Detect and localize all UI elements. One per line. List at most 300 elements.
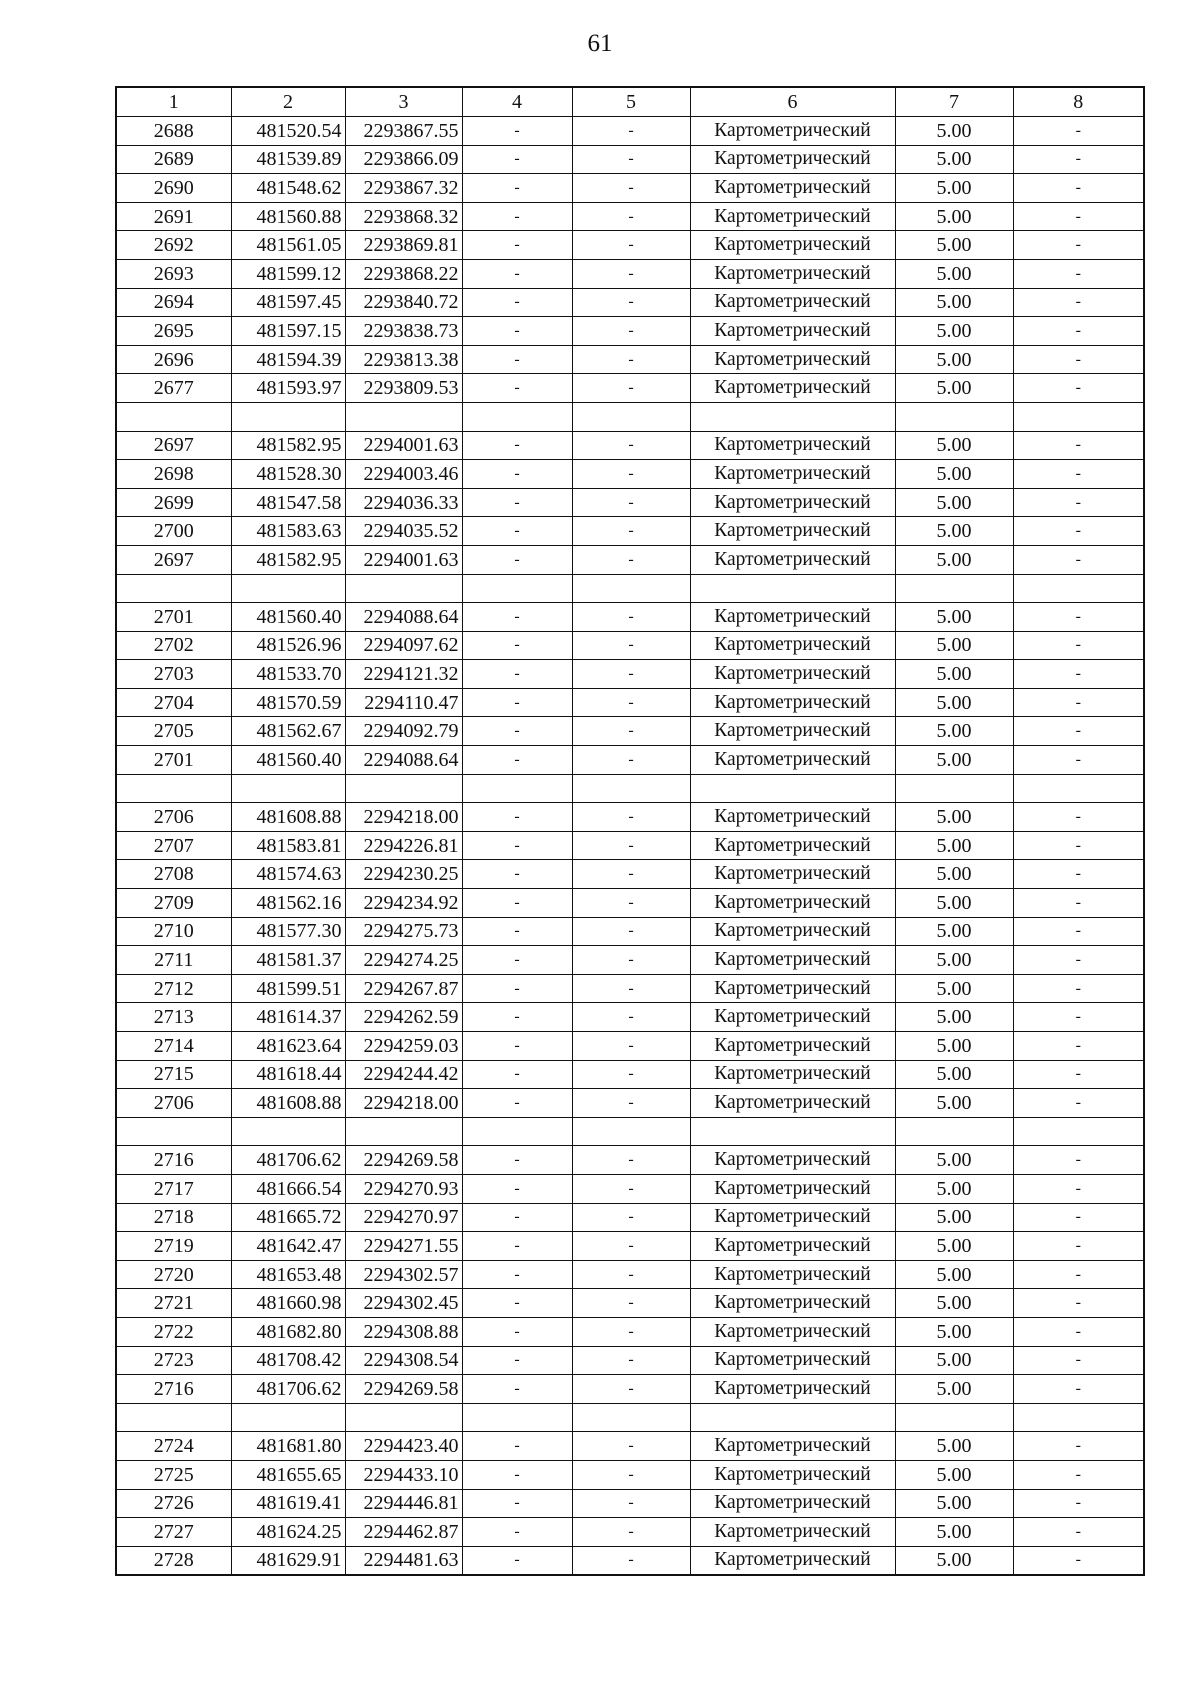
cell-col-5 [572,574,690,603]
cell-point-number: 2717 [116,1174,231,1203]
cell-col-5: - [572,1203,690,1232]
cell-accuracy: 5.00 [895,1089,1013,1118]
cell-y-coordinate: 2294218.00 [345,803,462,832]
cell-point-number: 2693 [116,259,231,288]
cell-method: Картометрический [690,1375,895,1404]
cell-y-coordinate: 2294226.81 [345,831,462,860]
cell-y-coordinate: 2293868.32 [345,202,462,231]
cell-col-8: - [1013,1460,1144,1489]
cell-x-coordinate: 481520.54 [231,117,345,146]
cell-x-coordinate: 481623.64 [231,1032,345,1061]
cell-method: Картометрический [690,717,895,746]
cell-method: Картометрический [690,1032,895,1061]
cell-point-number: 2707 [116,831,231,860]
table-row [116,1146,1144,1175]
table-row [116,231,1144,260]
cell-point-number: 2715 [116,1060,231,1089]
cell-method: Картометрический [690,259,895,288]
cell-col-5: - [572,1460,690,1489]
cell-y-coordinate: 2294092.79 [345,717,462,746]
cell-point-number [116,1117,231,1146]
cell-col-8: - [1013,1089,1144,1118]
cell-col-5: - [572,231,690,260]
table-row [116,1032,1144,1061]
cell-x-coordinate: 481583.63 [231,517,345,546]
cell-col-4: - [462,517,572,546]
cell-point-number: 2696 [116,345,231,374]
cell-col-4: - [462,974,572,1003]
cell-col-5: - [572,1489,690,1518]
cell-method: Картометрический [690,117,895,146]
column-header-6: 6 [690,87,895,117]
cell-method: Картометрический [690,974,895,1003]
table-row [116,174,1144,203]
cell-col-4 [462,402,572,431]
cell-point-number [116,1403,231,1432]
cell-x-coordinate: 481548.62 [231,174,345,203]
coordinates-table [115,86,1145,1576]
cell-x-coordinate: 481660.98 [231,1289,345,1318]
cell-x-coordinate: 481533.70 [231,660,345,689]
cell-point-number: 2698 [116,460,231,489]
cell-x-coordinate: 481708.42 [231,1346,345,1375]
cell-method: Картометрический [690,288,895,317]
cell-col-5: - [572,1432,690,1461]
cell-col-4: - [462,145,572,174]
cell-x-coordinate [231,774,345,803]
cell-col-5: - [572,1060,690,1089]
cell-x-coordinate: 481593.97 [231,374,345,403]
cell-col-4: - [462,831,572,860]
cell-point-number: 2725 [116,1460,231,1489]
cell-x-coordinate: 481582.95 [231,431,345,460]
cell-point-number: 2706 [116,803,231,832]
cell-point-number [116,402,231,431]
cell-x-coordinate: 481528.30 [231,460,345,489]
cell-x-coordinate: 481560.88 [231,202,345,231]
cell-y-coordinate: 2294259.03 [345,1032,462,1061]
cell-point-number: 2722 [116,1317,231,1346]
table-row [116,1432,1144,1461]
cell-col-5: - [572,889,690,918]
cell-method: Картометрический [690,1060,895,1089]
cell-col-8: - [1013,889,1144,918]
cell-method: Картометрический [690,517,895,546]
cell-method: Картометрический [690,946,895,975]
cell-method: Картометрический [690,631,895,660]
cell-col-8: - [1013,1260,1144,1289]
cell-col-4: - [462,1432,572,1461]
cell-method: Картометрический [690,174,895,203]
cell-col-4: - [462,660,572,689]
cell-point-number: 2697 [116,545,231,574]
cell-point-number: 2697 [116,431,231,460]
cell-accuracy: 5.00 [895,1489,1013,1518]
cell-col-8: - [1013,317,1144,346]
cell-method: Картометрический [690,374,895,403]
separator-row [116,402,1144,431]
cell-col-4: - [462,1203,572,1232]
cell-col-8: - [1013,1546,1144,1575]
cell-col-4: - [462,1460,572,1489]
cell-col-5: - [572,174,690,203]
cell-col-8: - [1013,545,1144,574]
cell-method: Картометрический [690,345,895,374]
cell-col-8: - [1013,660,1144,689]
cell-accuracy [895,1403,1013,1432]
cell-col-8: - [1013,974,1144,1003]
cell-col-5: - [572,145,690,174]
cell-point-number: 2713 [116,1003,231,1032]
cell-col-5: - [572,460,690,489]
cell-col-4: - [462,288,572,317]
cell-col-8 [1013,774,1144,803]
cell-x-coordinate: 481560.40 [231,746,345,775]
cell-col-8: - [1013,488,1144,517]
cell-accuracy: 5.00 [895,631,1013,660]
cell-col-5: - [572,488,690,517]
cell-point-number: 2690 [116,174,231,203]
cell-method: Картометрический [690,1518,895,1547]
cell-col-4: - [462,545,572,574]
cell-y-coordinate [345,402,462,431]
cell-accuracy: 5.00 [895,1289,1013,1318]
cell-point-number: 2703 [116,660,231,689]
cell-method: Картометрический [690,1317,895,1346]
cell-method: Картометрический [690,231,895,260]
cell-point-number: 2704 [116,688,231,717]
cell-accuracy: 5.00 [895,1232,1013,1261]
table-row [116,460,1144,489]
cell-y-coordinate: 2294001.63 [345,431,462,460]
cell-col-4: - [462,860,572,889]
cell-col-8: - [1013,688,1144,717]
table-row [116,145,1144,174]
cell-col-5: - [572,517,690,546]
cell-col-5: - [572,431,690,460]
separator-row [116,1403,1144,1432]
cell-point-number: 2699 [116,488,231,517]
cell-point-number: 2691 [116,202,231,231]
cell-y-coordinate: 2293868.22 [345,259,462,288]
cell-col-8: - [1013,145,1144,174]
cell-col-8: - [1013,259,1144,288]
table-row [116,889,1144,918]
cell-method [690,574,895,603]
cell-accuracy: 5.00 [895,1060,1013,1089]
cell-col-4: - [462,1489,572,1518]
cell-y-coordinate: 2294262.59 [345,1003,462,1032]
cell-method: Картометрический [690,603,895,632]
cell-y-coordinate [345,1403,462,1432]
cell-accuracy: 5.00 [895,1432,1013,1461]
cell-method: Картометрический [690,1260,895,1289]
cell-y-coordinate: 2294088.64 [345,746,462,775]
cell-method: Картометрический [690,202,895,231]
cell-y-coordinate: 2294088.64 [345,603,462,632]
cell-y-coordinate: 2294110.47 [345,688,462,717]
cell-col-8: - [1013,917,1144,946]
cell-point-number: 2694 [116,288,231,317]
cell-accuracy: 5.00 [895,117,1013,146]
cell-col-8: - [1013,231,1144,260]
cell-col-4: - [462,746,572,775]
table-row [116,431,1144,460]
cell-col-5: - [572,1346,690,1375]
cell-col-5: - [572,1546,690,1575]
cell-point-number: 2720 [116,1260,231,1289]
cell-y-coordinate: 2293840.72 [345,288,462,317]
cell-col-4: - [462,1060,572,1089]
cell-col-4: - [462,631,572,660]
cell-col-4: - [462,374,572,403]
table-row [116,1518,1144,1547]
table-row [116,1260,1144,1289]
table-row [116,202,1144,231]
cell-col-4: - [462,202,572,231]
table-body [116,87,1144,1575]
cell-accuracy: 5.00 [895,460,1013,489]
table-row [116,917,1144,946]
cell-y-coordinate: 2293866.09 [345,145,462,174]
cell-col-4: - [462,1260,572,1289]
cell-accuracy: 5.00 [895,660,1013,689]
cell-col-4: - [462,259,572,288]
cell-x-coordinate: 481562.67 [231,717,345,746]
table-row [116,1060,1144,1089]
cell-col-4: - [462,889,572,918]
cell-accuracy: 5.00 [895,803,1013,832]
cell-col-5: - [572,1174,690,1203]
cell-method: Картометрический [690,1232,895,1261]
cell-point-number: 2695 [116,317,231,346]
cell-col-8: - [1013,288,1144,317]
table-row [116,1317,1144,1346]
cell-col-4 [462,1403,572,1432]
cell-col-4: - [462,946,572,975]
cell-x-coordinate: 481577.30 [231,917,345,946]
cell-x-coordinate: 481706.62 [231,1375,345,1404]
cell-method: Картометрический [690,831,895,860]
cell-method: Картометрический [690,460,895,489]
cell-accuracy: 5.00 [895,746,1013,775]
column-header-7: 7 [895,87,1013,117]
cell-method: Картометрический [690,1546,895,1575]
cell-col-8: - [1013,1060,1144,1089]
cell-x-coordinate: 481614.37 [231,1003,345,1032]
cell-x-coordinate: 481642.47 [231,1232,345,1261]
cell-col-5: - [572,1260,690,1289]
cell-method: Картометрический [690,1289,895,1318]
column-header-3: 3 [345,87,462,117]
table-row [116,631,1144,660]
cell-x-coordinate [231,1403,345,1432]
cell-y-coordinate: 2293838.73 [345,317,462,346]
cell-point-number: 2688 [116,117,231,146]
cell-col-5: - [572,317,690,346]
cell-col-4: - [462,174,572,203]
cell-col-5: - [572,202,690,231]
cell-col-4: - [462,717,572,746]
cell-y-coordinate: 2293867.32 [345,174,462,203]
cell-y-coordinate [345,774,462,803]
cell-x-coordinate: 481629.91 [231,1546,345,1575]
cell-accuracy: 5.00 [895,1346,1013,1375]
cell-col-5: - [572,603,690,632]
cell-point-number: 2724 [116,1432,231,1461]
cell-y-coordinate: 2294462.87 [345,1518,462,1547]
cell-point-number: 2712 [116,974,231,1003]
cell-y-coordinate: 2294423.40 [345,1432,462,1461]
cell-x-coordinate: 481706.62 [231,1146,345,1175]
cell-col-8: - [1013,631,1144,660]
cell-col-8: - [1013,603,1144,632]
cell-x-coordinate: 481624.25 [231,1518,345,1547]
cell-col-4: - [462,1146,572,1175]
table-row [116,831,1144,860]
table-row [116,1203,1144,1232]
cell-accuracy: 5.00 [895,545,1013,574]
cell-col-8: - [1013,174,1144,203]
cell-x-coordinate: 481666.54 [231,1174,345,1203]
cell-accuracy: 5.00 [895,1032,1013,1061]
table-row [116,488,1144,517]
table-row [116,1289,1144,1318]
cell-x-coordinate: 481547.58 [231,488,345,517]
cell-col-8: - [1013,1489,1144,1518]
cell-x-coordinate: 481608.88 [231,803,345,832]
table-row [116,1003,1144,1032]
cell-y-coordinate: 2294121.32 [345,660,462,689]
table-row [116,288,1144,317]
cell-accuracy [895,1117,1013,1146]
cell-method [690,1403,895,1432]
cell-x-coordinate: 481597.45 [231,288,345,317]
cell-method: Картометрический [690,1146,895,1175]
cell-col-4: - [462,1232,572,1261]
column-header-4: 4 [462,87,572,117]
cell-accuracy: 5.00 [895,603,1013,632]
cell-col-5: - [572,288,690,317]
cell-accuracy: 5.00 [895,860,1013,889]
cell-y-coordinate [345,574,462,603]
cell-method: Картометрический [690,1174,895,1203]
cell-point-number: 2677 [116,374,231,403]
column-header-8: 8 [1013,87,1144,117]
cell-col-5: - [572,117,690,146]
cell-y-coordinate: 2294270.97 [345,1203,462,1232]
cell-point-number: 2689 [116,145,231,174]
cell-col-4 [462,574,572,603]
cell-col-5: - [572,746,690,775]
cell-col-4: - [462,1546,572,1575]
cell-method: Картометрический [690,1089,895,1118]
cell-y-coordinate: 2294274.25 [345,946,462,975]
cell-col-5: - [572,1232,690,1261]
cell-y-coordinate: 2294218.00 [345,1089,462,1118]
cell-col-4: - [462,431,572,460]
table-row [116,803,1144,832]
cell-accuracy: 5.00 [895,431,1013,460]
cell-col-4: - [462,231,572,260]
cell-y-coordinate: 2294001.63 [345,545,462,574]
cell-col-5 [572,1117,690,1146]
cell-accuracy: 5.00 [895,1460,1013,1489]
cell-point-number: 2714 [116,1032,231,1061]
cell-col-8: - [1013,1032,1144,1061]
cell-accuracy: 5.00 [895,345,1013,374]
cell-point-number: 2700 [116,517,231,546]
cell-point-number: 2728 [116,1546,231,1575]
cell-accuracy: 5.00 [895,488,1013,517]
cell-point-number: 2702 [116,631,231,660]
cell-col-5: - [572,660,690,689]
cell-accuracy: 5.00 [895,688,1013,717]
cell-col-4: - [462,117,572,146]
table-row [116,1375,1144,1404]
cell-x-coordinate: 481653.48 [231,1260,345,1289]
cell-col-4: - [462,1317,572,1346]
cell-point-number [116,574,231,603]
cell-col-4: - [462,317,572,346]
cell-accuracy: 5.00 [895,517,1013,546]
cell-x-coordinate: 481608.88 [231,1089,345,1118]
cell-col-5: - [572,1518,690,1547]
cell-col-8: - [1013,117,1144,146]
cell-col-8: - [1013,517,1144,546]
cell-col-5: - [572,974,690,1003]
cell-x-coordinate: 481682.80 [231,1317,345,1346]
table-row [116,1460,1144,1489]
table-row [116,374,1144,403]
cell-point-number: 2721 [116,1289,231,1318]
cell-point-number: 2716 [116,1146,231,1175]
cell-accuracy [895,402,1013,431]
cell-accuracy: 5.00 [895,946,1013,975]
cell-col-8: - [1013,803,1144,832]
cell-col-5: - [572,860,690,889]
cell-col-8: - [1013,860,1144,889]
cell-x-coordinate: 481539.89 [231,145,345,174]
cell-col-4: - [462,688,572,717]
cell-x-coordinate: 481597.15 [231,317,345,346]
cell-col-8: - [1013,746,1144,775]
table-row [116,1232,1144,1261]
cell-x-coordinate [231,574,345,603]
cell-col-8: - [1013,1289,1144,1318]
cell-method: Картометрический [690,746,895,775]
cell-x-coordinate [231,1117,345,1146]
cell-method: Картометрический [690,803,895,832]
cell-col-4: - [462,1089,572,1118]
column-header-5: 5 [572,87,690,117]
cell-col-8: - [1013,1317,1144,1346]
cell-accuracy: 5.00 [895,202,1013,231]
cell-method: Картометрический [690,1346,895,1375]
cell-y-coordinate: 2294003.46 [345,460,462,489]
cell-col-8: - [1013,831,1144,860]
cell-col-5 [572,402,690,431]
table-row [116,717,1144,746]
table-row [116,660,1144,689]
cell-accuracy: 5.00 [895,717,1013,746]
cell-col-4: - [462,1174,572,1203]
cell-y-coordinate: 2294481.63 [345,1546,462,1575]
cell-y-coordinate: 2293809.53 [345,374,462,403]
cell-method: Картометрический [690,1432,895,1461]
cell-point-number: 2723 [116,1346,231,1375]
cell-method: Картометрический [690,1489,895,1518]
